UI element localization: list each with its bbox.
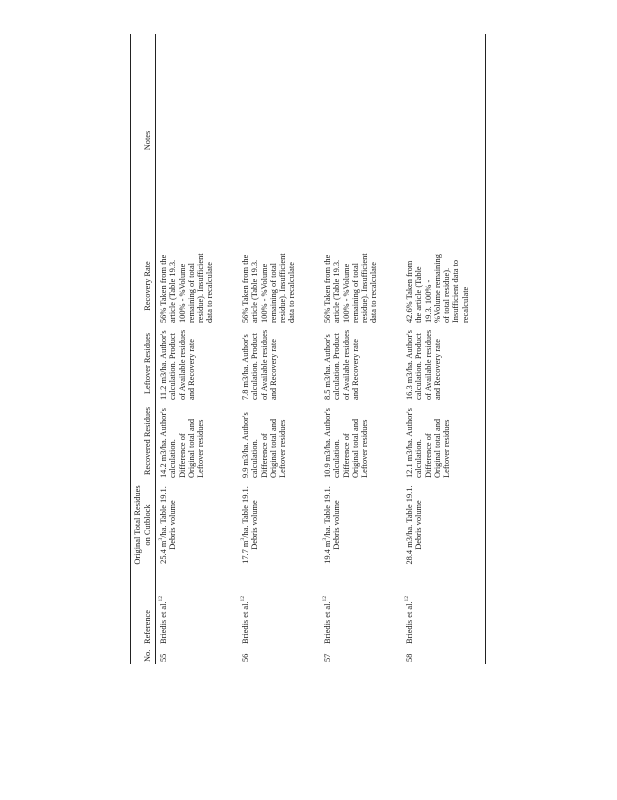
cell-original-total xyxy=(155,480,237,570)
original-rest: /ha. Table 19.1. Debris volume xyxy=(241,486,260,550)
cell-original-total xyxy=(319,480,401,570)
reference-superscript: 12 xyxy=(322,595,329,602)
cell-recovery-rate: 56% Taken from the article (Table 19.3. 100% - %Volume remaining of total residue). Insufficient data to recalculate xyxy=(323,253,379,323)
cell-recovery-rate: 56% Taken from the article (Table 19.3. 100% - %Volume remaining of total residue). Insufficient data to recalculate xyxy=(241,253,297,323)
original-superscript: 3 xyxy=(158,537,165,541)
header-original-total: Original Total Residues on Cutblock xyxy=(133,485,152,565)
header-no: No. xyxy=(142,649,152,662)
cell-reference xyxy=(319,570,401,646)
cell-no: 56 xyxy=(241,653,250,662)
original-rest: /ha. Table 19.1. Debris volume xyxy=(159,486,178,550)
header-recovery-rate: Recovery Rate xyxy=(142,261,152,311)
reference-superscript: 12 xyxy=(158,595,165,602)
original-superscript: 3 xyxy=(240,537,247,541)
header-recovered: Recovered Residues xyxy=(142,406,152,476)
cell-notes xyxy=(401,34,483,247)
cell-recovered: 10.9 m3/ha. Author's calculation. Difference of Original total and Leftover residues xyxy=(323,408,370,478)
cell-leftover: 8.5 m3/ha. Author's calculation. Product of Available residues and Recovery rate xyxy=(323,329,360,400)
table-row xyxy=(401,34,483,664)
reference-name: Briedis et al. xyxy=(323,601,332,644)
original-value: 28.4 m3/ha. Table 19.1. Debris volume xyxy=(405,485,424,565)
cell-no: 58 xyxy=(405,653,414,662)
rotated-table-region xyxy=(130,34,486,664)
header-notes: Notes xyxy=(142,130,152,151)
header-reference: Reference xyxy=(142,610,152,644)
reference-name: Briedis et al. xyxy=(159,601,168,644)
cell-recovered: 9.9 m3/ha. Author's calculation. Difference of Original total and Leftover residues xyxy=(241,412,288,478)
cell-recovery-rate: 42.6% Taken from the article (Table 19.3. 100% - %Volume remaining of total residue). Insufficient data to recalculate xyxy=(405,254,470,323)
reference-name: Briedis et al. xyxy=(405,601,414,644)
table-bottom-rule xyxy=(485,34,486,664)
cell-notes xyxy=(237,34,319,247)
cell-reference xyxy=(237,570,319,646)
table-row xyxy=(155,34,237,664)
original-superscript: 3 xyxy=(322,537,329,541)
cell-leftover: 16.3 m3/ha. Author's calculation. Product of Available residues and Recovery rate xyxy=(405,329,442,400)
cell-no: 55 xyxy=(159,653,168,662)
original-value: 25.4 m xyxy=(159,540,168,564)
cell-recovered: 12.1 m3/ha. Author's calculation. Difference of Original total and Leftover residues xyxy=(405,408,452,478)
reference-name: Briedis et al. xyxy=(241,601,250,644)
cell-leftover: 11.2 m3/ha. Author's calculation. Product of Available residues and Recovery rate xyxy=(159,329,196,400)
table-header-row xyxy=(130,34,155,664)
cell-original-total xyxy=(237,480,319,570)
original-value: 17.7 m xyxy=(241,540,250,564)
reference-superscript: 12 xyxy=(404,595,411,602)
table-row xyxy=(237,34,319,664)
original-rest: /ha. Table 19.1. Debris volume xyxy=(323,486,342,550)
reference-superscript: 12 xyxy=(240,595,247,602)
cell-recovery-rate: 56% Taken from the article (Table 19.3. 100% - %Volume remaining of total residue). Insufficient data to recalculate xyxy=(159,253,215,323)
cell-notes xyxy=(319,34,401,247)
cell-original-total xyxy=(401,480,483,570)
cell-reference xyxy=(401,570,483,646)
original-value: 19.4 m xyxy=(323,540,332,564)
cell-notes xyxy=(155,34,237,247)
cell-no: 57 xyxy=(323,653,332,662)
cell-leftover: 7.8 m3/ha. Author's calculation. Product of Available residues and Recovery rate xyxy=(241,329,278,400)
residues-table xyxy=(130,34,483,664)
cell-recovered: 14.2 m3/ha. Author's calculation. Difference of Original total and Leftover residues xyxy=(159,408,206,478)
table-row xyxy=(319,34,401,664)
cell-reference xyxy=(155,570,237,646)
header-leftover: Leftover Residues xyxy=(142,332,152,395)
